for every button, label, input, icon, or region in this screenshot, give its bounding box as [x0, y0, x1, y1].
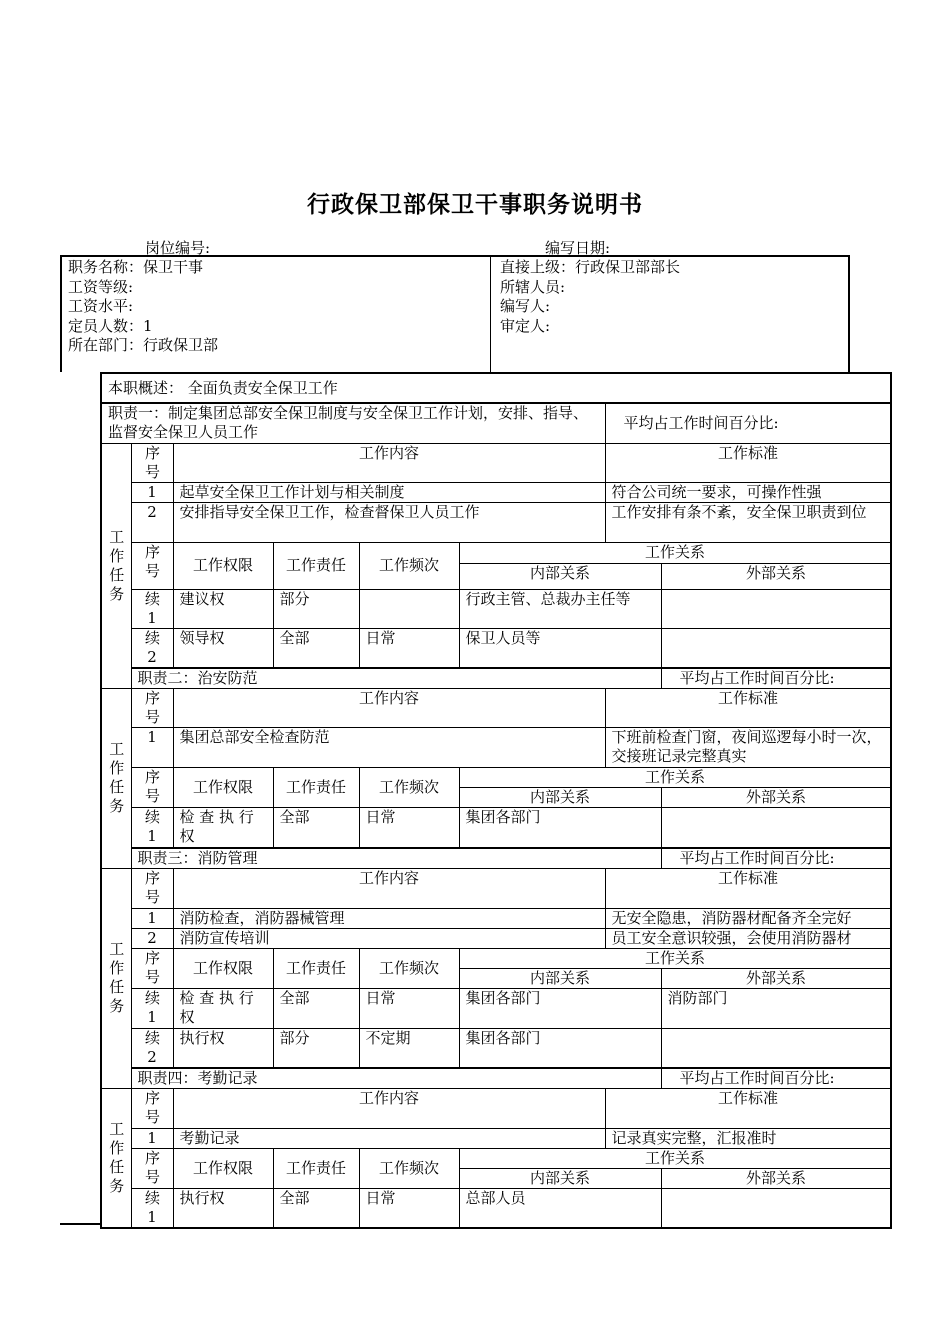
duty-2-task-side: 工作任务	[101, 689, 131, 869]
external-header: 外部关系	[661, 968, 891, 988]
relation-frequency: 日常	[359, 988, 459, 1028]
frequency-header: 工作频次	[359, 768, 459, 808]
relation-no: 续1	[131, 808, 173, 848]
standard-header: 工作标准	[605, 1088, 891, 1128]
frequency-header: 工作频次	[359, 948, 459, 988]
standard-header: 工作标准	[605, 443, 891, 482]
seq-header: 序号	[131, 1088, 173, 1128]
internal-header: 内部关系	[459, 968, 661, 988]
seq-header: 序号	[131, 1148, 173, 1188]
task-content: 消防宣传培训	[173, 928, 605, 948]
duty-1-title: 职责一：制定集团总部安全保卫制度与安全保卫工作计划，安排、指导、监督安全保卫人员工作	[101, 403, 605, 443]
relation-authority: 检 查 执 行 权	[173, 808, 273, 848]
responsibility-header: 工作责任	[273, 768, 359, 808]
relation-responsibility: 全部	[273, 808, 359, 848]
relation-internal: 总部人员	[459, 1188, 661, 1228]
duty-4-task-side: 工作任务	[101, 1088, 131, 1228]
relation-external	[661, 628, 891, 668]
standard-header: 工作标准	[605, 689, 891, 728]
relation-frequency: 日常	[359, 1188, 459, 1228]
task-standard: 员工安全意识较强，会使用消防器材	[605, 928, 891, 948]
salary-level: 工资水平:	[68, 297, 134, 315]
content-header: 工作内容	[173, 689, 605, 728]
seq-header: 序号	[131, 768, 173, 808]
responsibility-header: 工作责任	[273, 1148, 359, 1188]
frequency-header: 工作频次	[359, 542, 459, 589]
duty-3-percent: 平均占工作时间百分比:	[661, 848, 891, 869]
external-header: 外部关系	[661, 788, 891, 808]
seq-header: 序号	[131, 542, 173, 589]
relation-responsibility: 部分	[273, 589, 359, 628]
relation-frequency: 日常	[359, 808, 459, 848]
authority-header: 工作权限	[173, 768, 273, 808]
relation-no: 续2	[131, 1028, 173, 1068]
relations-header: 工作关系	[459, 542, 891, 563]
frequency-header: 工作频次	[359, 1148, 459, 1188]
seq-header: 序号	[131, 948, 173, 988]
job-title: 职务名称：保卫干事	[68, 258, 204, 276]
relations-header: 工作关系	[459, 948, 891, 968]
bottom-rule	[60, 1223, 102, 1225]
content-header: 工作内容	[173, 868, 605, 908]
overview: 本职概述： 全面负责安全保卫工作	[101, 373, 891, 403]
task-no: 2	[131, 502, 173, 542]
task-standard: 无安全隐患，消防器材配备齐全完好	[605, 908, 891, 928]
authority-header: 工作权限	[173, 542, 273, 589]
relation-frequency	[359, 589, 459, 628]
header-right	[500, 258, 680, 336]
authority-header: 工作权限	[173, 1148, 273, 1188]
standard-header: 工作标准	[605, 868, 891, 908]
relations-header: 工作关系	[459, 768, 891, 788]
seq-header: 序号	[131, 868, 173, 908]
duty-table	[100, 372, 892, 1229]
relation-responsibility: 全部	[273, 1188, 359, 1228]
content-header: 工作内容	[173, 1088, 605, 1128]
task-standard: 符合公司统一要求，可操作性强	[605, 482, 891, 502]
subordinates: 所辖人员:	[500, 277, 566, 296]
relation-external: 消防部门	[661, 988, 891, 1028]
internal-header: 内部关系	[459, 1168, 661, 1188]
relation-no: 续1	[131, 988, 173, 1028]
relation-frequency: 不定期	[359, 1028, 459, 1068]
headcount: 定员人数：1	[68, 316, 153, 335]
task-no: 2	[131, 928, 173, 948]
responsibility-header: 工作责任	[273, 948, 359, 988]
task-no: 1	[131, 1128, 173, 1148]
duty-4-percent: 平均占工作时间百分比:	[661, 1068, 891, 1089]
task-content: 考勤记录	[173, 1128, 605, 1148]
writer: 编写人:	[500, 297, 551, 315]
task-content: 消防检查，消防器械管理	[173, 908, 605, 928]
internal-header: 内部关系	[459, 563, 661, 589]
task-no: 1	[131, 908, 173, 928]
relation-frequency: 日常	[359, 628, 459, 668]
direct-superior: 直接上级：行政保卫部部长	[500, 258, 681, 276]
duty-2-title: 职责二：治安防范	[131, 668, 661, 689]
relation-external	[661, 1188, 891, 1228]
duty-3-task-side: 工作任务	[101, 868, 131, 1088]
task-standard: 下班前检查门窗，夜间巡逻每小时一次，交接班记录完整真实	[605, 728, 891, 768]
header-divider	[490, 255, 491, 372]
relation-no: 续1	[131, 1188, 173, 1228]
relation-external	[661, 1028, 891, 1068]
task-content: 安排指导安全保卫工作，检查督保卫人员工作	[173, 502, 605, 542]
duty-3-title: 职责三：消防管理	[131, 848, 661, 869]
relation-authority: 检 查 执 行 权	[173, 988, 273, 1028]
duty-1-task-side: 工作任务	[101, 443, 131, 689]
task-content: 集团总部安全检查防范	[173, 728, 605, 768]
task-no: 1	[131, 482, 173, 502]
relation-responsibility: 全部	[273, 988, 359, 1028]
relation-internal: 集团各部门	[459, 988, 661, 1028]
relation-authority: 执行权	[173, 1188, 273, 1228]
relation-internal: 集团各部门	[459, 808, 661, 848]
post-no-label: 岗位编号:	[145, 239, 211, 257]
relation-authority: 建议权	[173, 589, 273, 628]
relation-internal: 集团各部门	[459, 1028, 661, 1068]
department: 所在部门：行政保卫部	[68, 336, 219, 354]
task-content: 起草安全保卫工作计划与相关制度	[173, 482, 605, 502]
page-title: 行政保卫部保卫干事职务说明书	[307, 192, 643, 218]
relation-internal: 保卫人员等	[459, 628, 661, 668]
approver: 审定人:	[500, 316, 551, 335]
write-date-label: 编写日期:	[545, 239, 611, 257]
header-left	[68, 258, 218, 356]
relation-no: 续2	[131, 628, 173, 668]
responsibility-header: 工作责任	[273, 542, 359, 589]
relation-internal: 行政主管、总裁办主任等	[459, 589, 661, 628]
duty-1-percent: 平均占工作时间百分比:	[605, 403, 891, 443]
relation-authority: 领导权	[173, 628, 273, 668]
relation-external	[661, 808, 891, 848]
relation-authority: 执行权	[173, 1028, 273, 1068]
duty-4-title: 职责四：考勤记录	[131, 1068, 661, 1089]
task-standard: 记录真实完整，汇报准时	[605, 1128, 891, 1148]
relation-no: 续1	[131, 589, 173, 628]
duty-2-percent: 平均占工作时间百分比:	[661, 668, 891, 689]
internal-header: 内部关系	[459, 788, 661, 808]
external-header: 外部关系	[661, 563, 891, 589]
relation-external	[661, 589, 891, 628]
seq-header: 序号	[131, 443, 173, 482]
task-no: 1	[131, 728, 173, 768]
relation-responsibility: 部分	[273, 1028, 359, 1068]
relations-header: 工作关系	[459, 1148, 891, 1168]
seq-header: 序号	[131, 689, 173, 728]
relation-responsibility: 全部	[273, 628, 359, 668]
authority-header: 工作权限	[173, 948, 273, 988]
content-header: 工作内容	[173, 443, 605, 482]
salary-grade: 工资等级:	[68, 277, 134, 296]
external-header: 外部关系	[661, 1168, 891, 1188]
task-standard: 工作安排有条不紊，安全保卫职责到位	[605, 502, 891, 542]
